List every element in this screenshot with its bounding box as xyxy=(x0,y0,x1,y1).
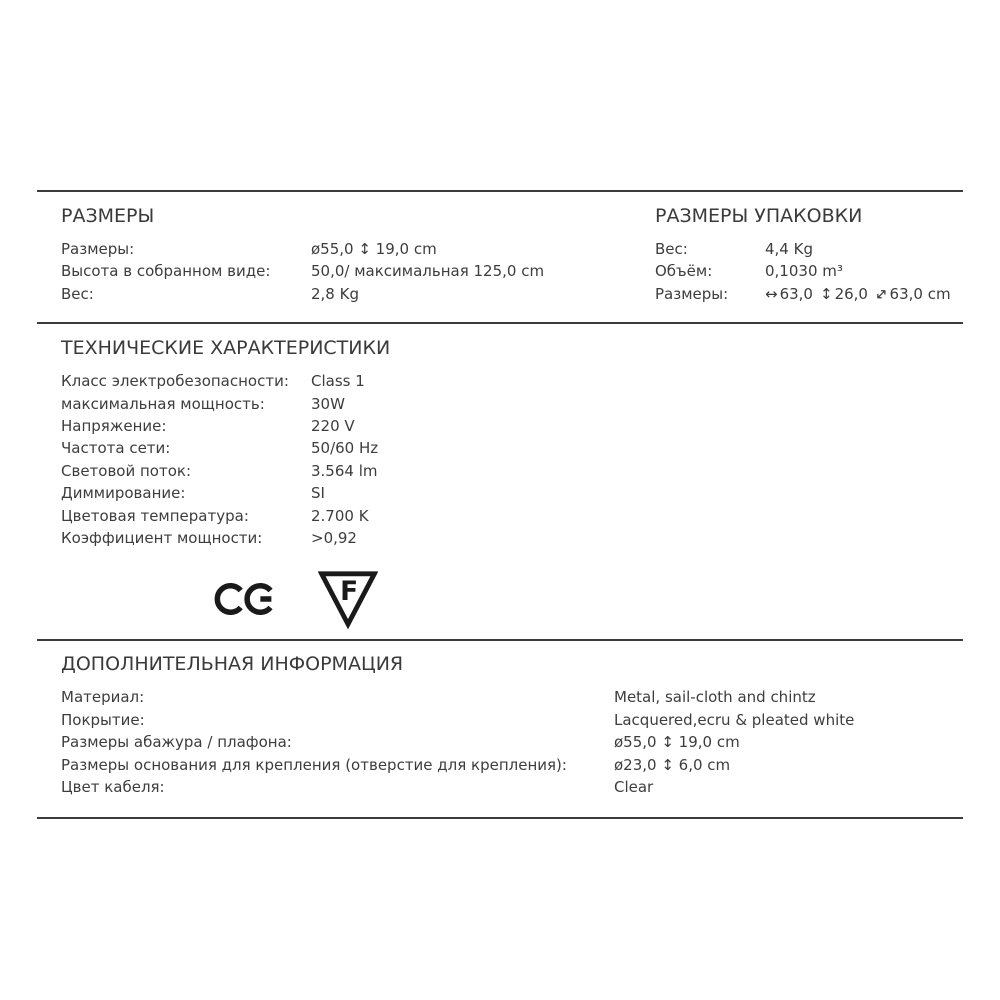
spec-label: Размеры основания для крепления (отверстие для крепления): xyxy=(61,755,567,774)
technical-title: ТЕХНИЧЕСКИЕ ХАРАКТЕРИСТИКИ xyxy=(61,337,391,360)
spec-label: Размеры абажура / плафона: xyxy=(61,733,292,752)
height-arrow-icon: ↕ xyxy=(819,284,833,303)
spec-row xyxy=(61,283,621,305)
spec-label: Объём: xyxy=(655,262,713,281)
spec-value: 2,8 Kg xyxy=(311,284,359,303)
packaging-dimensions-block xyxy=(655,204,963,305)
f-mark-letter: F xyxy=(340,576,359,608)
spec-label: Размеры: xyxy=(61,240,135,258)
dimensions-section xyxy=(37,192,963,322)
spec-row xyxy=(655,260,963,282)
packaging-title: РАЗМЕРЫ УПАКОВКИ xyxy=(655,205,863,227)
spec-value: Metal, sail-cloth and chintz xyxy=(614,688,816,707)
spec-row xyxy=(61,393,963,415)
spec-row xyxy=(61,238,621,260)
spec-label: Вес: xyxy=(61,284,94,303)
spec-label: Цветовая температура: xyxy=(61,506,249,525)
spec-row xyxy=(61,731,963,753)
spec-value: >0,92 xyxy=(311,529,357,548)
spec-row xyxy=(61,460,963,482)
spec-row xyxy=(61,370,963,392)
spec-row xyxy=(61,754,963,776)
package-width: 63,0 xyxy=(779,284,813,303)
section-divider xyxy=(37,817,963,819)
additional-info-title: ДОПОЛНИТЕЛЬНАЯ ИНФОРМАЦИЯ xyxy=(61,653,404,676)
package-height: 26,0 xyxy=(834,284,868,303)
product-dimensions-block xyxy=(61,204,621,305)
spec-label: Частота сети: xyxy=(61,439,171,458)
spec-value: ø55,0 ↕ 19,0 cm xyxy=(614,733,740,752)
f-mark-icon xyxy=(318,569,378,629)
technical-section xyxy=(37,324,963,639)
spec-label: Высота в собранном виде: xyxy=(61,262,271,281)
certification-logos xyxy=(214,567,963,631)
spec-value: 50,0/ максимальная 125,0 cm xyxy=(311,262,545,281)
spec-label: Коэффициент мощности: xyxy=(61,529,263,548)
spec-value: 220 V xyxy=(311,417,355,436)
spec-label: Материал: xyxy=(61,688,145,707)
spec-label: Напряжение: xyxy=(61,417,167,436)
spec-value: ø23,0 ↕ 6,0 cm xyxy=(614,755,731,774)
technical-rows xyxy=(61,370,963,549)
ce-mark-icon xyxy=(214,572,278,626)
spec-row xyxy=(655,238,963,260)
spec-value: 3.564 lm xyxy=(311,461,378,480)
package-depth: 63,0 cm xyxy=(889,284,951,303)
spec-row xyxy=(61,776,963,798)
spec-value: 50/60 Hz xyxy=(311,439,379,458)
spec-label: Диммирование: xyxy=(61,484,186,503)
spec-value: ø55,0 ↕ 19,0 cm xyxy=(311,240,437,258)
spec-value: 2.700 K xyxy=(311,506,369,525)
spec-label: Покрытие: xyxy=(61,710,145,729)
spec-label: Цвет кабеля: xyxy=(61,778,165,797)
spec-value: 4,4 Kg xyxy=(765,240,813,258)
spec-row xyxy=(61,505,963,527)
spec-row xyxy=(61,709,963,731)
packaging-rows xyxy=(655,238,963,305)
spec-row xyxy=(61,415,963,437)
depth-arrow-icon: ↔ xyxy=(870,283,892,305)
spec-label: максимальная мощность: xyxy=(61,394,265,413)
ce-letter-c xyxy=(217,586,240,612)
spec-value: SI xyxy=(311,484,325,503)
spec-label: Вес: xyxy=(655,240,688,258)
spec-row xyxy=(61,260,621,282)
spec-label: Размеры: xyxy=(655,284,729,303)
spec-value: 30W xyxy=(311,394,345,413)
spec-value: Clear xyxy=(614,778,654,797)
package-size-value xyxy=(765,283,951,305)
spec-row-package-size xyxy=(655,283,963,305)
additional-info-section xyxy=(37,641,963,816)
spec-row xyxy=(61,437,963,459)
width-arrow-icon: ↔ xyxy=(765,284,778,303)
spec-value: Class 1 xyxy=(311,372,365,391)
spec-label: Световой поток: xyxy=(61,461,192,480)
spec-value: 0,1030 m³ xyxy=(765,262,843,281)
spec-value: Lacquered,ecru & pleated white xyxy=(614,710,855,729)
spec-row xyxy=(61,482,963,504)
additional-info-rows xyxy=(61,686,963,798)
spec-label: Класс электробезопасности: xyxy=(61,372,289,391)
dimensions-rows xyxy=(61,238,621,305)
spec-row xyxy=(61,686,963,708)
spec-row xyxy=(61,527,963,549)
dimensions-title: РАЗМЕРЫ xyxy=(61,205,155,227)
